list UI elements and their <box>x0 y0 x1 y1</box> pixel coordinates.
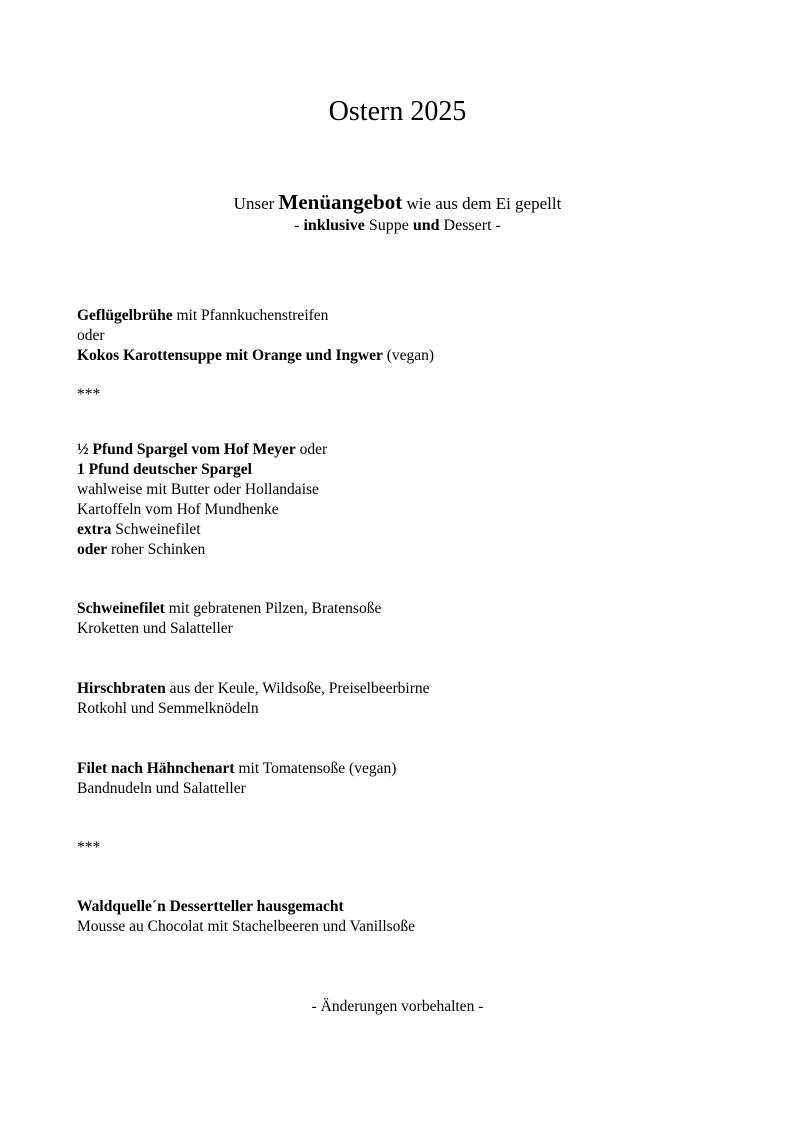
asparagus-oder-item: roher Schinken <box>107 541 206 558</box>
venison-line-2: Rotkohl und Semmelknödeln <box>77 700 259 717</box>
asparagus-line-5 <box>77 520 757 540</box>
asparagus-or: oder <box>295 441 328 458</box>
pork-line-1 <box>77 599 757 619</box>
soup1-name: Geflügelbrühe <box>77 307 173 324</box>
asparagus-extra-item: Schweinefilet <box>111 521 201 538</box>
vegan-line-2: Bandnudeln und Salatteller <box>77 780 246 797</box>
vegan-line-1 <box>77 759 757 779</box>
asparagus-line-6 <box>77 540 757 560</box>
dessert-section <box>77 897 757 937</box>
intro-line2-bold1: inklusive <box>303 217 365 234</box>
intro-line2-mid: Suppe <box>364 217 413 234</box>
asparagus-half-pound: ½ Pfund Spargel vom Hof Meyer <box>77 441 296 458</box>
pork-name: Schweinefilet <box>77 600 165 617</box>
soup1-desc: mit Pfannkuchenstreifen <box>172 307 329 324</box>
asparagus-line-4: Kartoffeln vom Hof Mundhenke <box>77 501 279 518</box>
asparagus-oder: oder <box>77 541 108 558</box>
vegan-desc: mit Tomatensoße (vegan) <box>234 760 397 777</box>
pork-section <box>77 599 757 639</box>
asparagus-section <box>77 440 757 560</box>
asparagus-line-3: wahlweise mit Butter oder Hollandaise <box>77 481 319 498</box>
intro-line2-pre: - <box>294 217 304 234</box>
venison-section <box>77 679 757 719</box>
pork-desc: mit gebratenen Pilzen, Bratensoße <box>164 600 382 617</box>
menu-intro-line2 <box>0 216 795 236</box>
asparagus-line-2: 1 Pfund deutscher Spargel <box>77 461 252 478</box>
asparagus-line-1 <box>77 440 757 460</box>
intro-line2-bold2: und <box>412 217 440 234</box>
asparagus-extra: extra <box>77 521 112 538</box>
venison-name: Hirschbraten <box>77 680 166 697</box>
pork-line-2: Kroketten und Salatteller <box>77 620 233 637</box>
intro-line2-post: Dessert - <box>439 217 501 234</box>
footer-note: - Änderungen vorbehalten - <box>311 998 484 1015</box>
soup2-desc: (vegan) <box>382 347 435 364</box>
venison-desc: aus der Keule, Wildsoße, Preiselbeerbirne <box>165 680 430 697</box>
venison-line-1 <box>77 679 757 699</box>
soup2-name: Kokos Karottensuppe mit Orange und Ingwer <box>77 347 383 364</box>
soup-option-1 <box>77 306 757 326</box>
vegan-section <box>77 759 757 799</box>
intro-pre: Unser <box>233 194 279 213</box>
page-title: Ostern 2025 <box>328 96 467 127</box>
intro-highlight: Menüangebot <box>278 190 403 214</box>
soup-section <box>77 306 757 366</box>
separator-1: *** <box>77 386 101 403</box>
menu-intro <box>0 190 795 216</box>
dessert-name: Waldquelle´n Dessertteller hausgemacht <box>77 898 344 915</box>
separator-2: *** <box>77 839 101 856</box>
vegan-name: Filet nach Hähnchenart <box>77 760 235 777</box>
intro-post: wie aus dem Ei gepellt <box>402 194 562 213</box>
soup-or: oder <box>77 327 105 344</box>
soup-option-2 <box>77 346 757 366</box>
dessert-desc: Mousse au Chocolat mit Stachelbeeren und Vanillsoße <box>77 918 416 935</box>
